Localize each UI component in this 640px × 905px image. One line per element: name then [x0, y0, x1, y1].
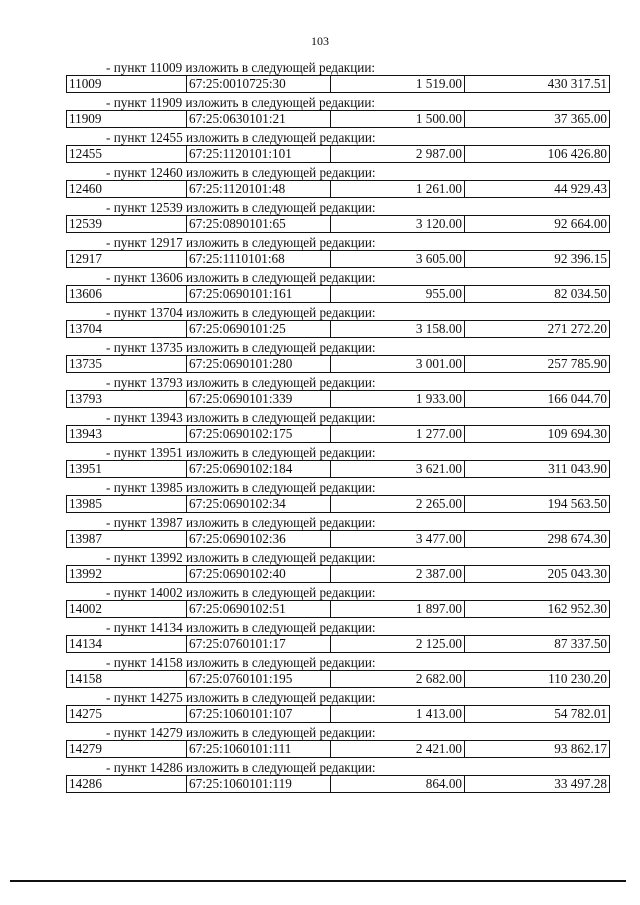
amendment-caption: - пункт 13793 изложить в следующей редакции: — [106, 375, 376, 390]
area-cell: 3 477.00 — [331, 531, 465, 547]
amendment-caption: - пункт 12917 изложить в следующей редакции: — [106, 235, 376, 250]
table-row — [66, 285, 610, 303]
item-number-cell: 14134 — [67, 636, 187, 652]
table-row — [66, 215, 610, 233]
table-row — [66, 565, 610, 583]
table-row — [66, 670, 610, 688]
item-number-cell: 13735 — [67, 356, 187, 372]
table-row — [66, 110, 610, 128]
amendment-entry — [66, 445, 610, 480]
value-cell: 271 272.20 — [547, 321, 607, 336]
value-cell: 194 563.50 — [547, 496, 607, 511]
cadastral-number-cell: 67:25:0690101:25 — [187, 321, 331, 337]
cadastral-number-cell: 67:25:0690101:280 — [187, 356, 331, 372]
value-cell: 44 929.43 — [554, 181, 607, 196]
table-row — [66, 635, 610, 653]
area-cell: 3 158.00 — [331, 321, 465, 337]
area-cell: 1 277.00 — [331, 426, 465, 442]
item-number-cell: 13987 — [67, 531, 187, 547]
value-cell: 311 043.90 — [548, 461, 607, 476]
page-number: 103 — [311, 34, 329, 48]
cadastral-number-cell: 67:25:0690102:184 — [187, 461, 331, 477]
cadastral-number-cell: 67:25:0690102:175 — [187, 426, 331, 442]
amendment-caption: - пункт 11009 изложить в следующей редакции: — [106, 60, 376, 75]
cadastral-number-cell: 67:25:0760101:195 — [187, 671, 331, 687]
table-row — [66, 600, 610, 618]
value-cell: 92 664.00 — [554, 216, 607, 231]
item-number-cell: 11009 — [67, 76, 187, 92]
area-cell: 2 265.00 — [331, 496, 465, 512]
item-number-cell: 14275 — [67, 706, 187, 722]
area-cell: 3 621.00 — [331, 461, 465, 477]
table-row — [66, 390, 610, 408]
area-cell: 1 519.00 — [331, 76, 465, 92]
amendment-caption: - пункт 13735 изложить в следующей редакции: — [106, 340, 376, 355]
amendment-caption: - пункт 14279 изложить в следующей редакции: — [106, 725, 376, 740]
amendment-entry — [66, 60, 610, 95]
value-cell: 109 694.30 — [547, 426, 607, 441]
cadastral-number-cell: 67:25:1060101:119 — [187, 776, 331, 792]
table-row — [66, 530, 610, 548]
amendment-entry — [66, 760, 610, 795]
value-cell: 82 034.50 — [554, 286, 607, 301]
item-number-cell: 14286 — [67, 776, 187, 792]
value-cell: 92 396.15 — [554, 251, 607, 266]
amendment-entry — [66, 235, 610, 270]
table-row — [66, 145, 610, 163]
amendment-entry — [66, 95, 610, 130]
cadastral-number-cell: 67:25:0690101:161 — [187, 286, 331, 302]
item-number-cell: 13992 — [67, 566, 187, 582]
table-row — [66, 75, 610, 93]
amendment-caption: - пункт 13987 изложить в следующей редакции: — [106, 515, 376, 530]
amendment-entry — [66, 725, 610, 760]
cadastral-number-cell: 67:25:0890101:65 — [187, 216, 331, 232]
cadastral-number-cell: 67:25:0760101:17 — [187, 636, 331, 652]
amendment-entry — [66, 165, 610, 200]
amendment-entry — [66, 585, 610, 620]
item-number-cell: 14279 — [67, 741, 187, 757]
amendment-caption: - пункт 13985 изложить в следующей редакции: — [106, 480, 376, 495]
item-number-cell: 13704 — [67, 321, 187, 337]
item-number-cell: 12539 — [67, 216, 187, 232]
value-cell: 54 782.01 — [554, 706, 607, 721]
cadastral-number-cell: 67:25:0690102:36 — [187, 531, 331, 547]
area-cell: 1 500.00 — [331, 111, 465, 127]
amendment-entry — [66, 480, 610, 515]
area-cell: 955.00 — [331, 286, 465, 302]
value-cell: 110 230.20 — [548, 671, 607, 686]
amendment-caption: - пункт 13943 изложить в следующей редакции: — [106, 410, 376, 425]
amendment-caption: - пункт 13704 изложить в следующей редакции: — [106, 305, 376, 320]
area-cell: 3 001.00 — [331, 356, 465, 372]
area-cell: 864.00 — [331, 776, 465, 792]
amendment-caption: - пункт 14002 изложить в следующей редакции: — [106, 585, 376, 600]
amendment-entry — [66, 515, 610, 550]
value-cell: 298 674.30 — [547, 531, 607, 546]
cadastral-number-cell: 67:25:1060101:107 — [187, 706, 331, 722]
value-cell: 257 785.90 — [547, 356, 607, 371]
amendment-caption: - пункт 14286 изложить в следующей редакции: — [106, 760, 376, 775]
table-row — [66, 355, 610, 373]
item-number-cell: 11909 — [67, 111, 187, 127]
amendment-caption: - пункт 13992 изложить в следующей редакции: — [106, 550, 376, 565]
area-cell: 1 413.00 — [331, 706, 465, 722]
amendment-caption: - пункт 14158 изложить в следующей редакции: — [106, 655, 376, 670]
table-row — [66, 320, 610, 338]
value-cell: 87 337.50 — [554, 636, 607, 651]
table-row — [66, 180, 610, 198]
item-number-cell: 14158 — [67, 671, 187, 687]
amendment-caption: - пункт 12460 изложить в следующей редакции: — [106, 165, 376, 180]
area-cell: 2 387.00 — [331, 566, 465, 582]
amendment-caption: - пункт 12455 изложить в следующей редакции: — [106, 130, 376, 145]
item-number-cell: 13985 — [67, 496, 187, 512]
amendment-entry — [66, 305, 610, 340]
area-cell: 1 261.00 — [331, 181, 465, 197]
area-cell: 2 682.00 — [331, 671, 465, 687]
amendment-caption: - пункт 14134 изложить в следующей редакции: — [106, 620, 376, 635]
value-cell: 430 317.51 — [547, 76, 607, 91]
amendment-entry — [66, 340, 610, 375]
cadastral-number-cell: 67:25:0690101:339 — [187, 391, 331, 407]
amendment-list — [66, 60, 610, 795]
amendment-entry — [66, 550, 610, 585]
item-number-cell: 12917 — [67, 251, 187, 267]
area-cell: 1 933.00 — [331, 391, 465, 407]
area-cell: 3 120.00 — [331, 216, 465, 232]
area-cell: 2 125.00 — [331, 636, 465, 652]
amendment-entry — [66, 410, 610, 445]
amendment-entry — [66, 690, 610, 725]
cadastral-number-cell: 67:25:0690102:34 — [187, 496, 331, 512]
table-row — [66, 775, 610, 793]
table-row — [66, 460, 610, 478]
item-number-cell: 13951 — [67, 461, 187, 477]
amendment-entry — [66, 270, 610, 305]
cadastral-number-cell: 67:25:1110101:68 — [187, 251, 331, 267]
amendment-entry — [66, 130, 610, 165]
item-number-cell: 13793 — [67, 391, 187, 407]
amendment-entry — [66, 620, 610, 655]
value-cell: 162 952.30 — [547, 601, 607, 616]
amendment-entry — [66, 655, 610, 690]
value-cell: 166 044.70 — [547, 391, 607, 406]
value-cell: 205 043.30 — [547, 566, 607, 581]
cadastral-number-cell: 67:25:1060101:111 — [187, 741, 331, 757]
cadastral-number-cell: 67:25:1120101:48 — [187, 181, 331, 197]
amendment-caption: - пункт 11909 изложить в следующей редакции: — [106, 95, 376, 110]
table-row — [66, 495, 610, 513]
amendment-caption: - пункт 13951 изложить в следующей редакции: — [106, 445, 376, 460]
area-cell: 3 605.00 — [331, 251, 465, 267]
table-row — [66, 250, 610, 268]
cadastral-number-cell: 67:25:0690102:51 — [187, 601, 331, 617]
table-row — [66, 425, 610, 443]
cadastral-number-cell: 67:25:0630101:21 — [187, 111, 331, 127]
area-cell: 1 897.00 — [331, 601, 465, 617]
value-cell: 106 426.80 — [547, 146, 607, 161]
footer-rule — [10, 880, 626, 882]
amendment-caption: - пункт 12539 изложить в следующей редакции: — [106, 200, 376, 215]
table-row — [66, 705, 610, 723]
cadastral-number-cell: 67:25:0010725:30 — [187, 76, 331, 92]
item-number-cell: 12460 — [67, 181, 187, 197]
area-cell: 2 421.00 — [331, 741, 465, 757]
table-row — [66, 740, 610, 758]
area-cell: 2 987.00 — [331, 146, 465, 162]
item-number-cell: 13606 — [67, 286, 187, 302]
item-number-cell: 13943 — [67, 426, 187, 442]
cadastral-number-cell: 67:25:1120101:101 — [187, 146, 331, 162]
amendment-caption: - пункт 14275 изложить в следующей редакции: — [106, 690, 376, 705]
value-cell: 37 365.00 — [554, 111, 607, 126]
value-cell: 93 862.17 — [554, 741, 607, 756]
amendment-caption: - пункт 13606 изложить в следующей редакции: — [106, 270, 376, 285]
item-number-cell: 14002 — [67, 601, 187, 617]
value-cell: 33 497.28 — [554, 776, 607, 791]
amendment-entry — [66, 200, 610, 235]
cadastral-number-cell: 67:25:0690102:40 — [187, 566, 331, 582]
amendment-entry — [66, 375, 610, 410]
item-number-cell: 12455 — [67, 146, 187, 162]
